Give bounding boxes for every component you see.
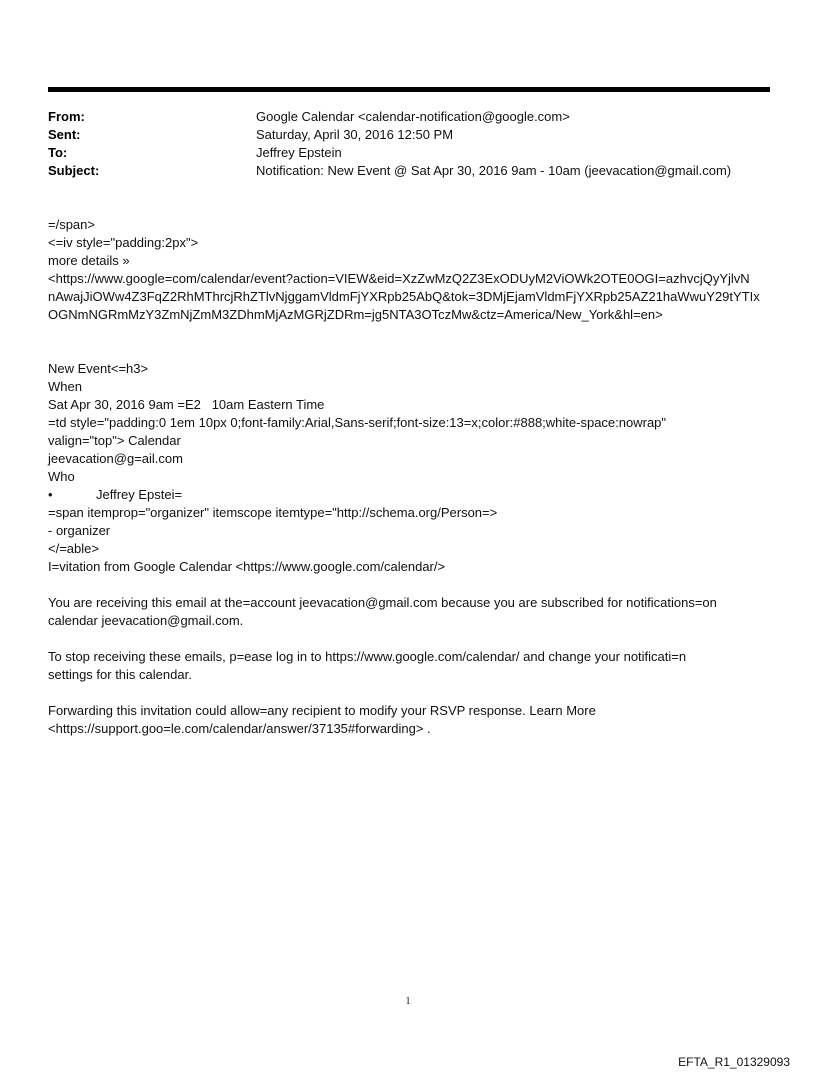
organizer-role: - organizer bbox=[48, 523, 111, 538]
body-line: <=iv style="padding:2px"> bbox=[48, 235, 199, 250]
body-line: =/span> bbox=[48, 217, 95, 232]
subject-row bbox=[48, 162, 770, 180]
stop-notice: To stop receiving these emails, p=ease log in to https://www.google.com/calendar/ and change your notificati=n bbox=[48, 649, 687, 664]
email-header bbox=[48, 108, 770, 180]
invitation-source: I=vitation from Google Calendar <https://www.google.com/calendar/> bbox=[48, 559, 446, 574]
event-url-line: nAwajJiOWw4Z3FqZ2RhMThrcjRhZTlvNjggamVldmFjYXRpb25AbQ&tok=3DMjEjamVldmFjYXRpb25AZ21haWwuY29tYTIx bbox=[48, 289, 760, 304]
email-body bbox=[48, 216, 778, 738]
to-label: To: bbox=[48, 145, 68, 160]
attendee-item bbox=[48, 486, 778, 504]
body-line: =span itemprop="organizer" itemscope itemtype="http://schema.org/Person=> bbox=[48, 505, 498, 520]
when-label: When bbox=[48, 379, 82, 394]
spacer bbox=[48, 684, 778, 702]
event-url-line: <https://www.google=com/calendar/event?action=VIEW&eid=XzZwMzQ2Z3ExODUyM2ViOWk2OTE0OGI=azhvcjQyYjlvN bbox=[48, 271, 750, 286]
from-label: From: bbox=[48, 109, 85, 124]
sent-value: Saturday, April 30, 2016 12:50 PM bbox=[256, 127, 454, 142]
page-number: 1 bbox=[405, 996, 411, 1007]
bullet-icon: • bbox=[48, 487, 53, 502]
stop-notice: settings for this calendar. bbox=[48, 667, 192, 682]
body-line: =td style="padding:0 1em 10px 0;font-family:Arial,Sans-serif;font-size:13=x;color:#888;white-space:nowrap" bbox=[48, 415, 667, 430]
forwarding-notice: Forwarding this invitation could allow=any recipient to modify your RSVP response. Learn More bbox=[48, 703, 596, 718]
from-value: Google Calendar <calendar-notification@google.com> bbox=[256, 109, 570, 124]
attendee-name: Jeffrey Epstei= bbox=[96, 487, 183, 502]
subject-label: Subject: bbox=[48, 163, 100, 178]
document-id: EFTA_R1_01329093 bbox=[678, 1055, 790, 1069]
spacer bbox=[48, 324, 778, 360]
sent-row bbox=[48, 126, 770, 144]
event-url-line: OGNmNGRmMzY3ZmNjZmM3ZDhmMjAzMGRjZDRm=jg5NTA3OTczMw&ctz=America/New_York&hl=en> bbox=[48, 307, 663, 322]
receiving-notice: You are receiving this email at the=account jeevacation@gmail.com because you are subscribed for notifications=on bbox=[48, 595, 717, 610]
from-row bbox=[48, 108, 770, 126]
sent-label: Sent: bbox=[48, 127, 81, 142]
header-divider bbox=[48, 87, 770, 92]
spacer bbox=[48, 630, 778, 648]
to-value: Jeffrey Epstein bbox=[256, 145, 342, 160]
calendar-email: jeevacation@g=ail.com bbox=[48, 451, 183, 466]
more-details-link: more details » bbox=[48, 253, 130, 268]
calendar-label: valign="top"> Calendar bbox=[48, 433, 181, 448]
who-label: Who bbox=[48, 469, 75, 484]
spacer bbox=[48, 576, 778, 594]
body-line: </=able> bbox=[48, 541, 99, 556]
to-row bbox=[48, 144, 770, 162]
subject-value: Notification: New Event @ Sat Apr 30, 2016 9am - 10am (jeevacation@gmail.com) bbox=[256, 163, 732, 178]
forwarding-notice: <https://support.goo=le.com/calendar/answer/37135#forwarding> . bbox=[48, 721, 431, 736]
receiving-notice: calendar jeevacation@gmail.com. bbox=[48, 613, 244, 628]
event-time: Sat Apr 30, 2016 9am =E2 10am Eastern Time bbox=[48, 397, 325, 412]
event-heading: New Event<=h3> bbox=[48, 361, 149, 376]
